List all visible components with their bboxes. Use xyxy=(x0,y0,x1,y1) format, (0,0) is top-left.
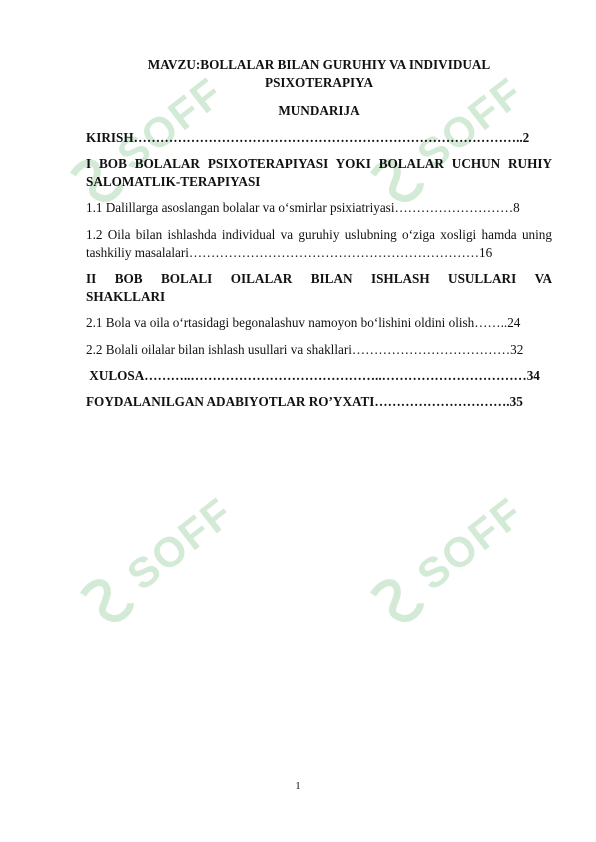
toc-entry-section-2-1: 2.1 Bola va oila o‘rtasidagi begonalashuv namoyon bo‘lishini oldini olish……..24 xyxy=(86,315,521,331)
watermark-text: SOFF xyxy=(118,488,242,599)
soff-watermark xyxy=(356,485,533,645)
watermark-text: SOFF xyxy=(108,68,232,179)
chapter-2-word: ISHLASH xyxy=(370,270,430,286)
chapter-2-continuation: SHAKLLARI xyxy=(86,289,166,305)
watermark-text: SOFF xyxy=(408,488,532,599)
soff-watermark xyxy=(66,485,243,645)
toc-entry-chapter-1: I BOB BOLALAR PSIXOTERAPIYASI YOKI BOLALAR UCHUN RUHIY SALOMATLIK-TERAPIYASI xyxy=(86,155,552,190)
chapter-2-word: BILAN xyxy=(310,270,353,286)
chapter-2-word: BOLALI xyxy=(161,270,213,286)
chapter-2-word: USULLARI xyxy=(448,270,517,286)
chapter-2-word: OILALAR xyxy=(230,270,293,286)
watermark-text: SOFF xyxy=(408,68,532,179)
toc-entry-section-2-2: 2.2 Bolali oilalar bilan ishlash usullari va shakllari………………………………32 xyxy=(86,341,524,357)
chapter-2-word: II xyxy=(86,270,97,286)
toc-entry-chapter-2 xyxy=(86,270,552,306)
toc-entry-section-1-1: 1.1 Dalillarga asoslangan bolalar va o‘smirlar psixiatriyasi………………………8 xyxy=(86,200,520,216)
toc-entry-introduction: KIRISH……………………………………………………………………………..2 xyxy=(86,129,530,145)
chapter-2-word: VA xyxy=(534,270,552,286)
soff-logo-icon xyxy=(70,564,146,642)
toc-entry-references: FOYDALANILGAN ADABIYOTLAR RO’YXATI………………………….35 xyxy=(86,394,523,410)
document-body xyxy=(86,56,552,419)
page-number: 1 xyxy=(295,780,301,792)
toc-entry-section-1-2: 1.2 Oila bilan ishlashda individual va guruhiy uslubning o‘ziga xosligi hamda uning tashkiliy masalalari…………………………………………………………16 xyxy=(86,226,552,260)
soff-logo-icon xyxy=(360,564,436,642)
chapter-2-word: BOB xyxy=(114,270,143,286)
toc-entry-conclusion: XULOSA………..……………………………………..……………………………34 xyxy=(86,367,540,383)
document-title: MAVZU:BOLLALAR BILAN GURUHIY VA INDIVIDUAL PSIXOTERAPIYA xyxy=(147,57,491,91)
contents-heading: MUNDARIJA xyxy=(278,103,360,119)
chapter-2-first-line xyxy=(86,270,552,288)
